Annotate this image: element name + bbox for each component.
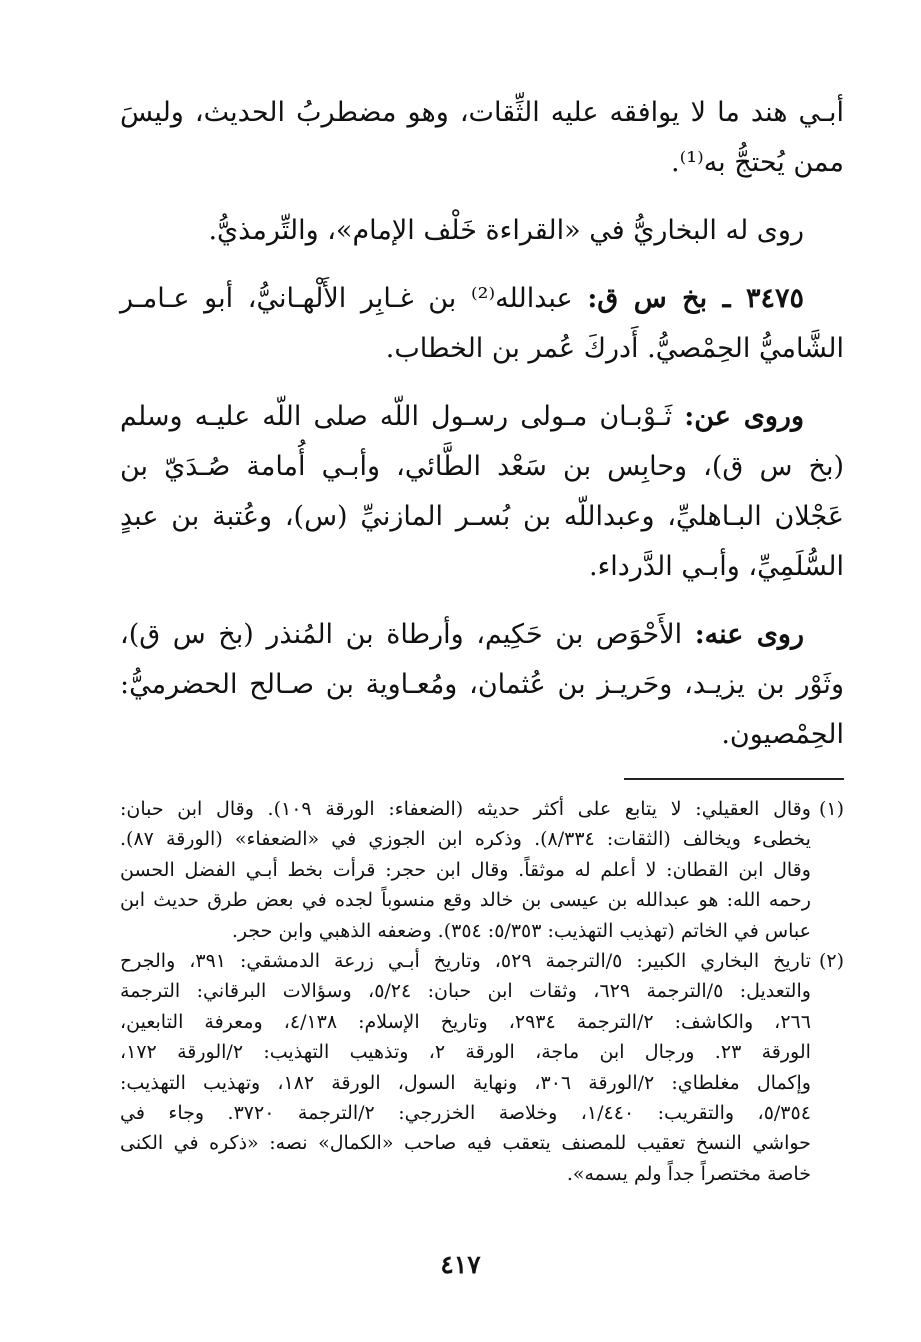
footnote-1 (120, 794, 844, 946)
narrated-from-label: وروى عن: (684, 401, 804, 432)
page-body (120, 88, 844, 1189)
footnote-marker: (٢) (818, 950, 844, 973)
entry-number-label: ٣٤٧٥ ـ بخ س ق: (587, 283, 804, 314)
narrated-by-text: الأَحْوَص بن حَكِيم، وأرطاة بن المُنذر (بخ س ق)، وثَوْر بن يزيـد، وحَريـز بن عُثمان، ومُعـاوية بن صـالح الحضرميُّ: الحِمْصيون. (120, 619, 844, 750)
footnote-body (120, 946, 811, 1189)
narrated-by-label: روى عنه: (694, 619, 805, 650)
footnote-line: ٢٦٦، والكاشف: ٢/الترجمة ٢٩٣٤، وتاريخ الإسلام: ٤/١٣٨، ومعرفة التابعين، (120, 1010, 811, 1033)
footnote-line: حواشي النسخ تعقيب للمصنف يتعقب فيه صاحب «الكمال» نصه: «ذكره في الكنى (120, 1132, 811, 1155)
page-number: ٤١٧ (440, 1250, 481, 1279)
footnote-line: والتعديل: ٥/الترجمة ٦٢٩، وثقات ابن حبان: ٥/٢٤، وسؤالات البرقاني: الترجمة (120, 980, 811, 1003)
footnote-line: ٥/٣٥٤، والتقريب: ١/٤٤٠، وخلاصة الخزرجي: ٢/الترجمة ٣٧٢٠. وجاء في (120, 1102, 811, 1125)
footnote-line: وإكمال مغلطاي: ٢/الورقة ٣٠٦، ونهاية السول، الورقة ١٨٢، وتهذيب التهذيب: (120, 1071, 811, 1094)
narrated-from-paragraph (120, 392, 844, 592)
footnote-line: رحمه الله: هو عبدالله بن عيسى بن خالد وقع منسوباً لجده في بعض طرق حديث ابن (120, 889, 811, 912)
footnote-body (120, 794, 811, 946)
narrated-by-paragraph (120, 610, 844, 760)
footnotes (120, 794, 844, 1189)
footnote-line: يخطىء ويخالف (الثقات: ٨/٣٣٤). وذكره ابن الجوزي في «الضعفاء» (الورقة ٨٧). (120, 828, 811, 851)
footnote-line: خاصة مختصراً جداً ولم يسمه». (566, 1162, 811, 1185)
footnote-line: وقال ابن القطان: لا أعلم له موثقاً. وقال ابن حجر: قرأت بخط أبـي الفضل الحسن (120, 858, 811, 881)
entry-text: عبدالله⁽²⁾ بن غـابِر الأَلْهـانيُّ، أبو عـامـر الشَّاميُّ الحِمْصيُّ. أَدركَ عُمر بن الخطاب. (120, 283, 844, 364)
entry-3475 (120, 274, 844, 374)
footnote-line: الورقة ٢٣. ورجال ابن ماجة، الورقة ٢، وتذهيب التهذيب: ٢/الورقة ١٧٢، (120, 1041, 811, 1064)
footnote-marker: (١) (818, 798, 844, 820)
footnote-line: عباس في الخاتم (تهذيب التهذيب: ٥/٣٥٣: ٣٥٤). وضعفه الذهبي وابن حجر. (231, 919, 811, 942)
footnote-line: وقال العقيلي: لا يتابع على أكثر حديثه (الضعفاء: الورقة ١٠٩). وقال ابن حبان: (120, 798, 811, 820)
footnote-line: تاريخ البخاري الكبير: ٥/الترجمة ٥٢٩، وتاريخ أبـي زرعة الدمشقي: ٣٩١، والجرح (120, 950, 811, 973)
main-text (120, 88, 844, 760)
footnote-2 (120, 946, 844, 1189)
footnote-divider (624, 778, 844, 780)
narrated-from-text: ثَـوْبـان مـولى رسـول اللّه صلى اللّه عليـه وسلم (بخ س ق)، وحابِس بن سَعْد الطَّائي، وأبـي أُمامة صُـدَيّ بن عَجْلان البـاهليِّ، وعبداللّه بن بُسـر المازنيِّ (س)، وعُتبة بن عبدٍ السُّلَمِيِّ، وأبـي الدَّرداء. (120, 401, 844, 582)
paragraph-2: روى له البخاريُّ في «القراءة خَلْف الإمام»، والتِّرمذيُّ. (208, 215, 804, 246)
paragraph-1: أبـي هند ما لا يوافقه عليه الثِّقات، وهو مضطربُ الحديث، وليسَ ممن يُحتجُّ به⁽¹⁾. (120, 97, 844, 178)
